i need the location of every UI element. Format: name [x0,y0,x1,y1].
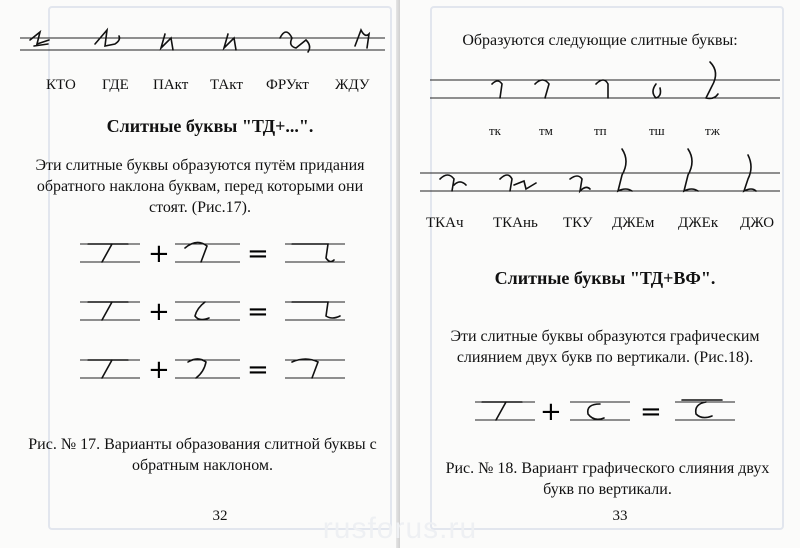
right-page [400,0,800,548]
intro-text: Образуются следующие слитные буквы: [462,32,738,49]
ligature-label: ДЖО [740,215,775,231]
ligature-label: ДЖЕк [678,215,719,231]
page-number: 33 [612,508,628,524]
svg-text:+: + [148,355,170,385]
section-heading: Слитные буквы "ТД+...". [106,116,314,136]
figure-caption [10,434,395,476]
paragraph-line: Эти слитные буквы образуются графическим [450,328,760,345]
svg-text:+: + [148,239,170,269]
caption-line: букв по вертикали. [543,481,672,498]
word-label: ЖДУ [335,77,370,93]
watermark: rusforus.ru [322,512,478,545]
svg-text:=: = [247,355,269,385]
equation-row-2 [80,297,345,327]
svg-text:=: = [640,397,662,427]
equation-row-1 [80,239,345,269]
svg-text:=: = [247,297,269,327]
svg-text:+: + [148,297,170,327]
word-label: ТАкт [210,77,243,93]
equation-row-3 [80,355,345,385]
ligature-label: тм [539,123,553,138]
ligature-strip-2 [400,145,800,215]
ligature-label: тк [489,123,501,138]
word-label: ПАкт [153,77,189,93]
ligature-label: тп [594,123,607,138]
paragraph-line: Эти слитные буквы образуются путём придания [35,157,365,174]
ligature-label: ТКАч [426,215,464,231]
svg-text:+: + [540,397,562,427]
figure-18 [400,392,800,442]
word-label: ФРУкт [266,77,309,93]
page-number: 32 [212,508,228,524]
figure-caption [420,458,795,500]
svg-text:=: = [247,239,269,269]
paragraph-line: слиянием двух букв по вертикали. (Рис.18). [456,349,754,366]
caption-line: Рис. № 17. Варианты образования слитной буквы с [28,436,377,453]
paragraph [420,326,790,368]
ligature-label: тш [649,123,665,138]
word-label: ГДЕ [102,77,129,93]
caption-line: Рис. № 18. Вариант графического слияния двух [445,460,770,477]
ligature-label: ДЖЕм [612,215,655,231]
ligature-label: ТКУ [563,215,593,231]
top-handwriting-strip [0,0,400,70]
ligature-strip-1 [400,62,800,122]
paragraph [10,155,390,218]
figure-17 [0,232,400,385]
ligature-label: тж [705,123,720,138]
word-label: КТО [46,77,76,93]
paragraph-line: стоят. (Рис.17). [149,199,251,216]
paragraph-line: обратного наклона буквам, перед которыми они [36,178,364,195]
ligature-label: ТКАнь [493,215,538,231]
section-heading: Слитные буквы "ТД+ВФ". [494,268,716,288]
caption-line: обратным наклоном. [131,457,274,474]
